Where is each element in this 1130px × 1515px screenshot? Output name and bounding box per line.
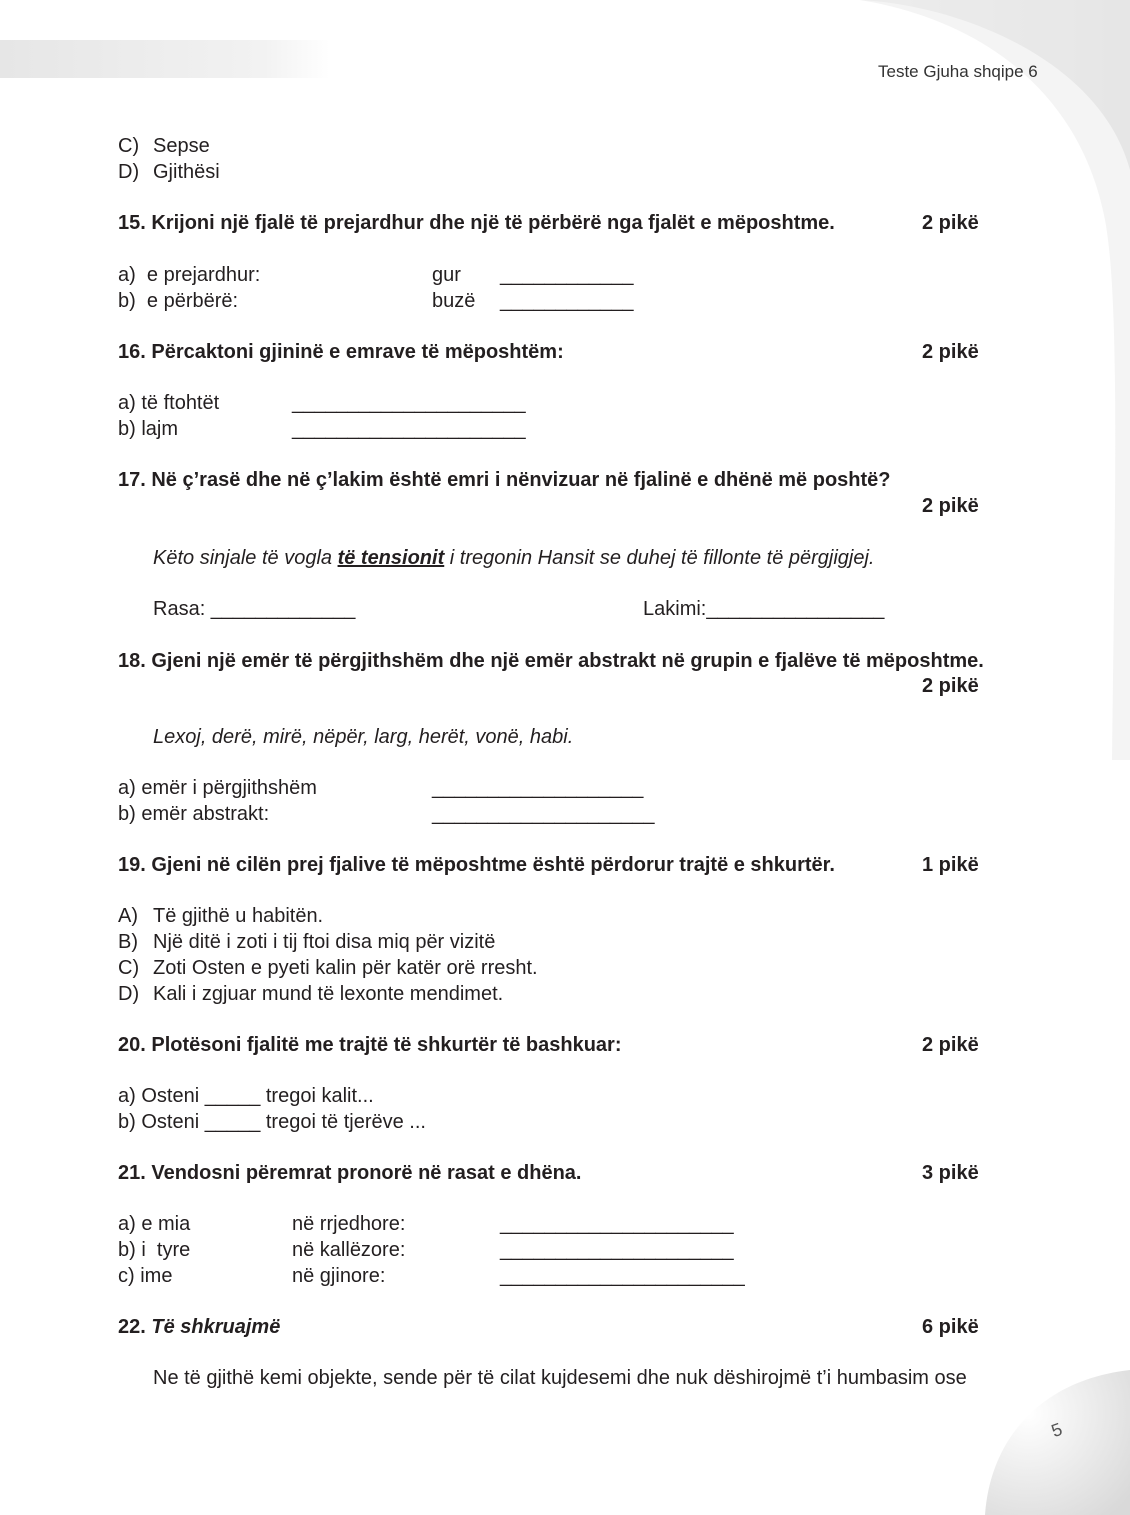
q20-points: 2 pikë [922,1034,979,1056]
q15-row-b-word: buzë [432,290,476,312]
q15-row-b-label: b) e përbërë: [118,290,239,312]
q18-row-a-blank[interactable]: ___________________ [432,777,644,799]
q15-row-b-blank[interactable]: ____________ [500,290,634,312]
q20-row-b[interactable]: b) Osteni _____ tregoi të tjerëve ... [118,1111,426,1133]
q21-row-a-blank[interactable]: _____________________ [500,1213,734,1235]
q14-option-c: C) Sepse [118,135,210,157]
q21-row-b-label: b) i tyre [118,1239,191,1261]
q16-title: 16. Përcaktoni gjininë e emrave të mëposhtëm: [118,341,564,363]
q22-text: Ne të gjithë kemi objekte, sende për të cilat kujdesemi dhe nuk dëshirojmë t’i humbasim ose [153,1367,967,1389]
q16-row-b-blank[interactable]: _____________________ [292,418,526,440]
q19-points: 1 pikë [922,854,979,876]
q19-option-b: B) Një ditë i zoti i tij ftoi disa miq për vizitë [118,931,496,953]
q22-title: 22. Të shkruajmë [118,1316,281,1338]
q18-points: 2 pikë [922,675,979,697]
q14-option-d: D) Gjithësi [118,161,220,183]
q18-title: 18. Gjeni një emër të përgjithshëm dhe një emër abstrakt në grupin e fjalëve të mëposhtme. [118,650,984,672]
q21-title: 21. Vendosni përemrat pronorë në rasat e dhëna. [118,1162,582,1184]
q21-row-b-case: në kallëzore: [292,1239,406,1261]
q15-row-a-blank[interactable]: ____________ [500,264,634,286]
q21-row-c-blank[interactable]: ______________________ [500,1265,745,1287]
q19-option-d: D) Kali i zgjuar mund të lexonte mendimet. [118,983,504,1005]
q17-sentence: Këto sinjale të vogla të tensionit i tregonin Hansit se duhej të fillonte të përgjigjej. [153,547,875,569]
q15-points: 2 pikë [922,212,979,234]
q17-title: 17. Në ç’rasë dhe në ç’lakim është emri i nënvizuar në fjalinë e dhënë më poshtë? [118,469,891,491]
q17-points: 2 pikë [922,495,979,517]
q17-underlined-noun: të tensionit [337,547,445,569]
q21-row-b-blank[interactable]: _____________________ [500,1239,734,1261]
q16-row-a-blank[interactable]: _____________________ [292,392,526,414]
q21-points: 3 pikë [922,1162,979,1184]
q18-row-b-label: b) emër abstrakt: [118,803,270,825]
q21-row-a-case: në rrjedhore: [292,1213,406,1235]
q18-row-b-blank[interactable]: ____________________ [432,803,655,825]
q22-points: 6 pikë [922,1316,979,1338]
q15-title: 15. Krijoni një fjalë të prejardhur dhe një të përbërë nga fjalët e mëposhtme. [118,212,835,234]
q21-row-c-case: në gjinore: [292,1265,386,1287]
q15-row-a-label: a) e prejardhur: [118,264,261,286]
page-number: 5 [1048,1418,1065,1442]
q20-row-a[interactable]: a) Osteni _____ tregoi kalit... [118,1085,374,1107]
q19-option-a: A) Të gjithë u habitën. [118,905,324,927]
q18-row-a-label: a) emër i përgjithshëm [118,777,317,799]
header-title: Teste Gjuha shqipe 6 [878,62,1038,81]
q17-lakimi[interactable]: Lakimi:________________ [643,598,885,620]
q18-words: Lexoj, derë, mirë, nëpër, larg, herët, vonë, habi. [153,726,574,748]
q19-title: 19. Gjeni në cilën prej fjalive të mëposhtme është përdorur trajtë e shkurtër. [118,854,835,876]
q20-title: 20. Plotësoni fjalitë me trajtë të shkurtër të bashkuar: [118,1034,622,1056]
q21-row-c-label: c) ime [118,1265,173,1287]
q16-row-a-label: a) të ftohtët [118,392,220,414]
q17-rasa[interactable]: Rasa: _____________ [153,598,356,620]
q16-points: 2 pikë [922,341,979,363]
q19-option-c: C) Zoti Osten e pyeti kalin për katër orë rresht. [118,957,538,979]
q15-row-a-word: gur [432,264,461,286]
q16-row-b-label: b) lajm [118,418,179,440]
q21-row-a-label: a) e mia [118,1213,191,1235]
